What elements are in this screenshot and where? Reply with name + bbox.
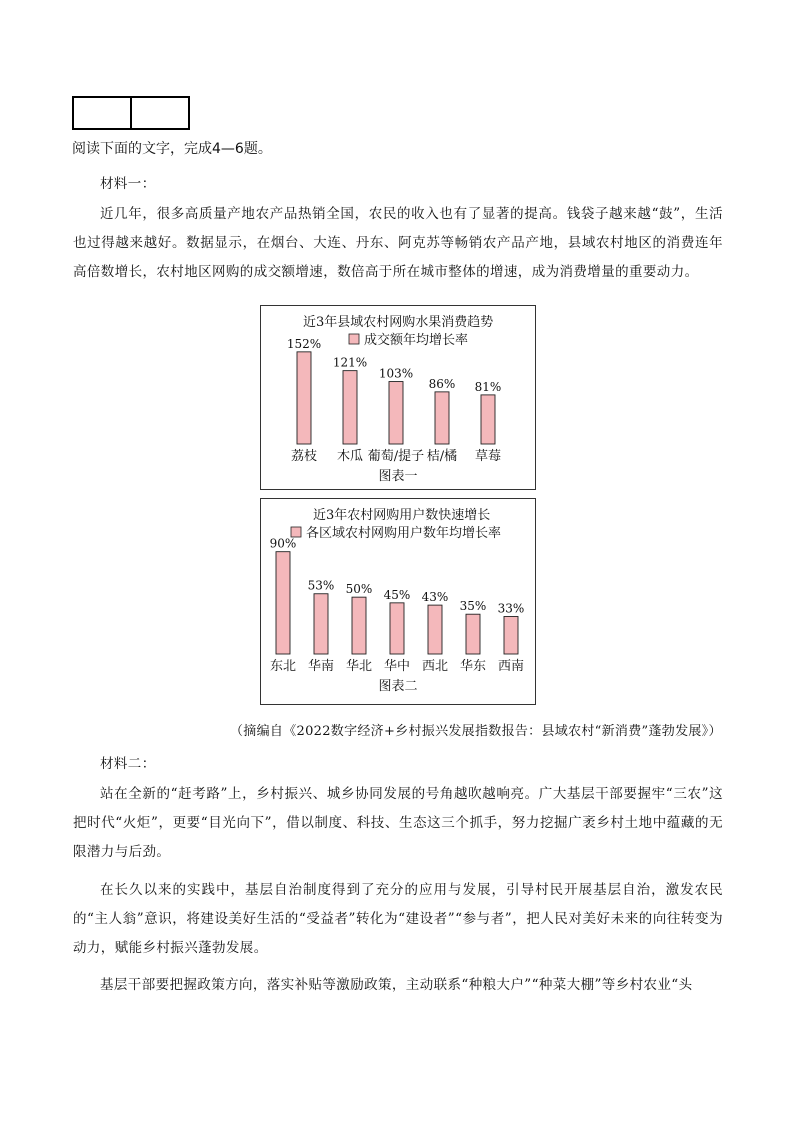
category-label-2: 华南 (307, 659, 335, 674)
score-cell-left (74, 98, 130, 128)
value-label-2: 53% (307, 578, 335, 593)
value-label-3: 103% (378, 366, 414, 381)
chart-caption: 图表二 (378, 679, 418, 694)
bar-3 (352, 597, 366, 654)
bar-1 (297, 352, 311, 444)
bar-2 (314, 594, 328, 654)
category-label-2: 木瓜 (336, 449, 364, 464)
chart-1 (260, 305, 536, 490)
category-label-4: 桔/橘 (426, 449, 458, 464)
legend-label: 各区域农村网购用户数年均增长率 (306, 526, 502, 541)
category-label-5: 西北 (421, 659, 449, 674)
bar-4 (435, 392, 449, 444)
material2-paragraph-2: 在长久以来的实践中，基层自治制度得到了充分的应用与发展，引导村民开展基层自治，激发农民的“主人翁”意识，将建设美好生活的“受益者”转化为“建设者”“参与者”，把人民对美好未来的向往转变为动力，赋能乡村振兴蓬勃发展。 (73, 882, 723, 956)
category-label-6: 华东 (459, 659, 487, 674)
bar-5 (428, 605, 442, 654)
value-label-6: 35% (459, 599, 487, 614)
bar-4 (390, 603, 404, 654)
bar-5 (481, 395, 495, 444)
value-label-2: 121% (332, 355, 368, 370)
value-label-3: 50% (345, 582, 373, 597)
category-label-5: 草莓 (474, 449, 502, 464)
chart-2-svg (261, 499, 535, 704)
value-label-5: 43% (421, 590, 449, 605)
value-label-1: 152% (286, 336, 322, 351)
instruction: 阅读下面的文字，完成4—6题。 (72, 141, 272, 157)
chart-2 (260, 498, 536, 705)
bar-2 (343, 371, 357, 444)
category-label-4: 华中 (383, 659, 411, 674)
category-label-7: 西南 (497, 659, 525, 674)
chart-title: 近3年农村网购用户数快速增长 (313, 508, 491, 523)
legend-swatch (291, 527, 301, 537)
material2-paragraph-1: 站在全新的“赶考路”上，乡村振兴、城乡协同发展的号角越吹越响亮。广大基层干部要握牢“三农”这把时代“火炬”，更要“目光向下”，借以制度、科技、生态这三个抓手，努力挖掘广袤乡村土地中蕴藏的无限潜力与后劲。 (73, 786, 723, 860)
score-cell-right (130, 98, 188, 128)
source-citation: （摘编自《2022数字经济+乡村振兴发展指数报告：县域农村“新消费”蓬勃发展》） (230, 724, 722, 739)
chart-1-svg (261, 306, 535, 489)
value-label-5: 81% (474, 379, 502, 394)
category-label-1: 东北 (269, 659, 297, 674)
legend-label: 成交额年均增长率 (364, 333, 469, 348)
bar-1 (276, 552, 290, 654)
value-label-1: 90% (269, 536, 297, 551)
chart-title: 近3年县域农村网购水果消费趋势 (303, 315, 494, 330)
value-label-4: 45% (383, 587, 411, 602)
material2-paragraph-3: 基层干部要把握政策方向，落实补贴等激励政策，主动联系“种粮大户”“种菜大棚”等乡村农业“头 (100, 977, 693, 993)
score-box (72, 96, 190, 130)
material2-heading: 材料二： (100, 756, 156, 772)
category-label-3: 葡萄/提子 (367, 449, 425, 464)
category-label-1: 荔枝 (290, 449, 318, 464)
bar-6 (466, 614, 480, 654)
bar-3 (389, 382, 403, 444)
legend-swatch (349, 334, 359, 344)
value-label-4: 86% (428, 376, 456, 391)
material1-paragraph: 近几年，很多高质量产地农产品热销全国，农民的收入也有了显著的提高。钱袋子越来越“鼓”，生活也过得越来越好。数据显示，在烟台、大连、丹东、阿克苏等畅销农产品产地，县域农村地区的消费连年高倍数增长，农村地区网购的成交额增速，数倍高于所在城市整体的增速，成为消费增量的重要动力。 (73, 206, 723, 280)
value-label-7: 33% (497, 601, 525, 616)
bar-7 (504, 616, 518, 654)
chart-caption: 图表一 (378, 469, 418, 484)
material1-heading: 材料一： (100, 176, 156, 192)
category-label-3: 华北 (345, 659, 373, 674)
